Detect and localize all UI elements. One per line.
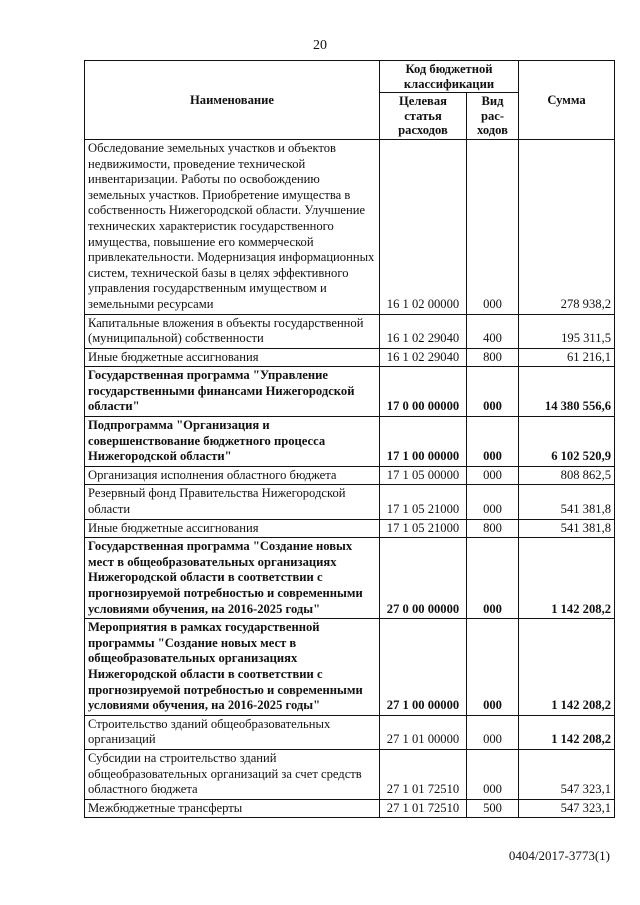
row-sum: 541 381,8 — [519, 485, 615, 519]
row-sum: 808 862,5 — [519, 466, 615, 485]
table-row — [85, 485, 615, 519]
header-sum: Сумма — [519, 61, 615, 140]
row-name: Субсидии на строительство зданий общеобразовательных организаций за счет средств областного бюджета — [85, 749, 380, 799]
row-name: Строительство зданий общеобразовательных организаций — [85, 715, 380, 749]
row-target-article: 16 1 02 29040 — [380, 314, 467, 348]
row-expense-type: 800 — [467, 348, 519, 367]
header-budget-code: Код бюджетной классификации — [380, 61, 519, 93]
row-sum: 547 323,1 — [519, 749, 615, 799]
row-target-article: 27 1 01 72510 — [380, 749, 467, 799]
table-body — [85, 139, 615, 817]
row-expense-type: 000 — [467, 715, 519, 749]
table-row — [85, 314, 615, 348]
row-sum: 1 142 208,2 — [519, 619, 615, 716]
table-row — [85, 519, 615, 538]
row-target-article: 27 1 01 00000 — [380, 715, 467, 749]
table-row — [85, 715, 615, 749]
row-name: Подпрограмма "Организация и совершенствование бюджетного процесса Нижегородской области" — [85, 417, 380, 467]
row-name: Межбюджетные трансферты — [85, 799, 380, 818]
table-row — [85, 619, 615, 716]
row-sum: 1 142 208,2 — [519, 715, 615, 749]
header-target-article: Целевая статья расходов — [380, 93, 467, 140]
row-target-article: 16 1 02 00000 — [380, 139, 467, 314]
table-row — [85, 799, 615, 818]
row-sum: 195 311,5 — [519, 314, 615, 348]
table-row — [85, 466, 615, 485]
row-name: Капитальные вложения в объекты государственной (муниципальной) собственности — [85, 314, 380, 348]
row-expense-type: 000 — [467, 466, 519, 485]
document-code: 0404/2017-3773(1) — [508, 848, 610, 863]
row-target-article: 17 1 05 21000 — [380, 519, 467, 538]
header-expense-type: Вид рас-ходов — [467, 93, 519, 140]
row-name: Обследование земельных участков и объектов недвижимости, проведение технической инвентаризации. Работы по освобождению земельных участков. Приобретение имущества в собственность Нижегородской области. Улучшение технических характеристик государственного имущества, повышение его коммерческой привлекательности. Модернизация информационных систем, технической базы в целях эффективного управления государственным имуществом и земельными ресурсами — [85, 139, 380, 314]
row-name: Иные бюджетные ассигнования — [85, 348, 380, 367]
row-target-article: 27 1 01 72510 — [380, 799, 467, 818]
row-sum: 278 938,2 — [519, 139, 615, 314]
row-target-article: 17 1 00 00000 — [380, 417, 467, 467]
row-name: Государственная программа "Управление государственными финансами Нижегородской области" — [85, 367, 380, 417]
table-row — [85, 139, 615, 314]
row-expense-type: 000 — [467, 485, 519, 519]
row-sum: 14 380 556,6 — [519, 367, 615, 417]
row-target-article: 17 1 05 00000 — [380, 466, 467, 485]
row-expense-type: 000 — [467, 538, 519, 619]
row-target-article: 17 1 05 21000 — [380, 485, 467, 519]
header-name: Наименование — [85, 61, 380, 140]
row-sum: 6 102 520,9 — [519, 417, 615, 467]
row-name: Иные бюджетные ассигнования — [85, 519, 380, 538]
row-sum: 61 216,1 — [519, 348, 615, 367]
page-number: 20 — [313, 38, 327, 53]
table-row — [85, 367, 615, 417]
row-expense-type: 800 — [467, 519, 519, 538]
row-expense-type: 000 — [467, 619, 519, 716]
table-row — [85, 417, 615, 467]
row-name: Мероприятия в рамках государственной программы "Создание новых мест в общеобразовательных организациях Нижегородской области в соответствии с прогнозируемой потребностью и современными условиями обучения, на 2016-2025 годы" — [85, 619, 380, 716]
row-name: Резервный фонд Правительства Нижегородской области — [85, 485, 380, 519]
row-expense-type: 400 — [467, 314, 519, 348]
table-row — [85, 538, 615, 619]
row-name: Государственная программа "Создание новых мест в общеобразовательных организациях Нижегородской области в соответствии с прогнозируемой потребностью и современными условиями обучения, на 2016-2025 годы" — [85, 538, 380, 619]
row-sum: 547 323,1 — [519, 799, 615, 818]
row-expense-type: 500 — [467, 799, 519, 818]
row-sum: 541 381,8 — [519, 519, 615, 538]
row-name: Организация исполнения областного бюджета — [85, 466, 380, 485]
row-target-article: 27 0 00 00000 — [380, 538, 467, 619]
row-expense-type: 000 — [467, 417, 519, 467]
row-target-article: 27 1 00 00000 — [380, 619, 467, 716]
row-expense-type: 000 — [467, 139, 519, 314]
budget-table — [84, 60, 615, 818]
table-row — [85, 749, 615, 799]
row-target-article: 17 0 00 00000 — [380, 367, 467, 417]
row-target-article: 16 1 02 29040 — [380, 348, 467, 367]
row-sum: 1 142 208,2 — [519, 538, 615, 619]
row-expense-type: 000 — [467, 367, 519, 417]
row-expense-type: 000 — [467, 749, 519, 799]
table-row — [85, 348, 615, 367]
